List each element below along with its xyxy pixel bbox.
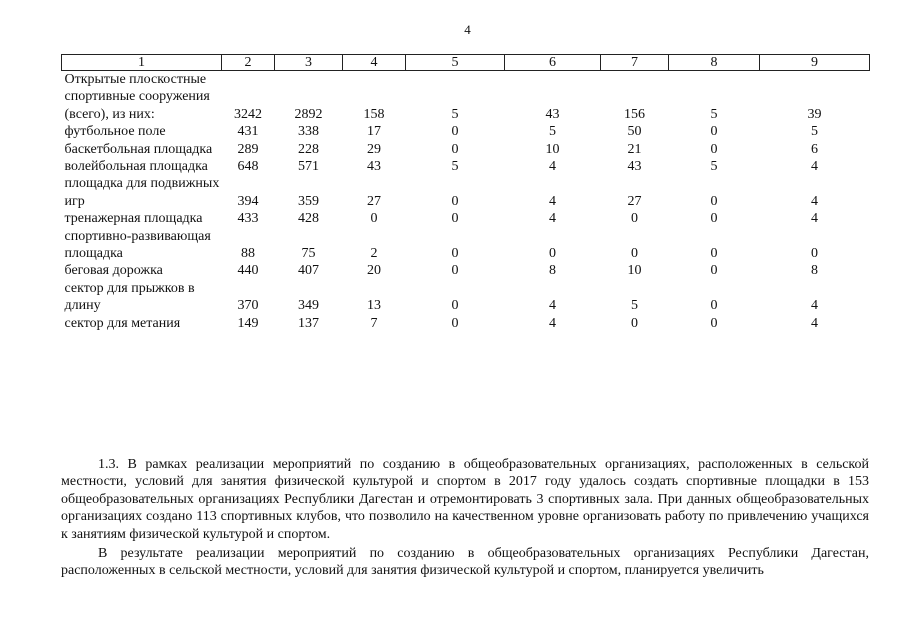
table-row <box>62 71 870 124</box>
column-header: 3 <box>275 55 343 71</box>
facility-name: волейбольная площадка <box>64 159 208 175</box>
facility-name: площадка для подвижных игр <box>64 176 220 209</box>
table-cell: 3242 <box>234 106 262 122</box>
column-header: 8 <box>669 55 760 71</box>
table-cell: 5 <box>710 106 718 122</box>
facility-name: спортивно-развивающая площадка <box>64 228 211 262</box>
table-cell: 88 <box>241 246 255 262</box>
facility-name: сектор для метания <box>64 315 181 331</box>
sports-facilities-table <box>61 54 870 332</box>
paragraph-text: 1.3. В рамках реализации мероприятий по созданию в общеобразовательных организациях, расположенных в сельской местности, условий для занятия физической культурой и спортом в 2017 году удалось создать спортивные площадки в 153 общеобразовательных организациях Республики Дагестан и отремонтировать 3 спортивных зала. При данных общеобразовательных организациях создано 113 спортивных клубов, что позволило на качественном уровне организовать работу по привлечению учащихся к занятиям физической культурой и спортом. <box>61 457 869 542</box>
table-cell: 228 <box>298 141 319 157</box>
table-cell: 149 <box>237 315 259 331</box>
table-cell: 571 <box>298 159 319 175</box>
table-cell: 440 <box>237 263 259 279</box>
table-cell: 648 <box>237 159 259 175</box>
table-cell: 0 <box>631 315 638 331</box>
table-cell: 433 <box>237 211 259 227</box>
table-cell: 10 <box>545 141 560 157</box>
column-header: 7 <box>601 55 669 71</box>
table-row <box>62 210 870 227</box>
table-cell: 4 <box>549 298 556 314</box>
table-cell: 428 <box>298 211 319 227</box>
table-cell: 4 <box>549 159 556 175</box>
table-cell: 0 <box>549 246 556 262</box>
table-cell: 4 <box>811 298 818 314</box>
table-cell: 0 <box>451 193 459 209</box>
table-cell: 2892 <box>294 106 323 122</box>
table-row <box>62 280 870 315</box>
facility-name: сектор для прыжков в длину <box>64 280 195 314</box>
table-cell: 0 <box>451 124 459 140</box>
table-body <box>62 71 870 333</box>
table-cell: 137 <box>298 315 319 331</box>
table-cell: 394 <box>237 193 259 209</box>
table-header-row <box>62 55 870 71</box>
table-cell: 5 <box>631 298 638 314</box>
table-cell: 156 <box>624 106 645 122</box>
paragraph-2 <box>61 545 869 580</box>
paragraph-text: В результате реализации мероприятий по созданию в общеобразовательных организациях Республики Дагестан, расположенных в сельской местности, условий для занятия физической культурой и спортом, планируется увеличить <box>61 546 869 579</box>
column-header: 1 <box>62 55 222 71</box>
table-row <box>62 228 870 263</box>
column-header: 9 <box>760 55 870 71</box>
table-cell: 29 <box>367 141 381 157</box>
table-cell: 0 <box>631 246 638 262</box>
facility-name: Открытые плоскостные спортивные сооружения (всего), из них: <box>64 72 210 122</box>
facility-name: баскетбольная площадка <box>64 141 213 157</box>
table-cell: 0 <box>710 298 718 314</box>
table-cell: 4 <box>811 193 818 209</box>
table-cell: 0 <box>451 298 459 314</box>
table-cell: 5 <box>451 159 459 175</box>
facility-name: футбольное поле <box>64 124 166 140</box>
table-cell: 27 <box>367 193 381 209</box>
column-header: 6 <box>505 55 601 71</box>
table-cell: 8 <box>811 263 818 279</box>
table-cell: 0 <box>811 246 818 262</box>
table-cell: 4 <box>811 159 818 175</box>
table-cell: 5 <box>811 124 818 140</box>
paragraph-1 <box>61 456 869 543</box>
table-row <box>62 262 870 279</box>
table-cell: 407 <box>298 263 319 279</box>
facility-name: беговая дорожка <box>64 263 163 279</box>
table-cell: 4 <box>811 211 818 227</box>
table-cell: 0 <box>631 211 638 227</box>
table-cell: 0 <box>710 263 718 279</box>
table-cell: 0 <box>710 315 718 331</box>
table-cell: 349 <box>298 298 319 314</box>
column-header: 4 <box>343 55 406 71</box>
table-cell: 289 <box>237 141 259 157</box>
table-row <box>62 315 870 332</box>
table-cell: 359 <box>298 193 319 209</box>
table-row <box>62 141 870 158</box>
table-cell: 43 <box>367 159 381 175</box>
table-cell: 0 <box>710 124 718 140</box>
table-cell: 4 <box>549 315 556 331</box>
table-cell: 20 <box>367 263 381 279</box>
table-cell: 0 <box>451 263 459 279</box>
facility-name: тренажерная площадка <box>64 211 203 227</box>
table-row <box>62 123 870 140</box>
table-cell: 0 <box>451 315 459 331</box>
table-cell: 5 <box>549 124 556 140</box>
table-cell: 27 <box>627 193 642 209</box>
column-header: 2 <box>222 55 275 71</box>
table-cell: 6 <box>811 141 818 157</box>
table-cell: 0 <box>451 141 459 157</box>
table-cell: 4 <box>549 211 556 227</box>
page-number: 4 <box>464 22 471 37</box>
table-cell: 10 <box>627 263 642 279</box>
table-cell: 43 <box>627 159 642 175</box>
table-cell: 21 <box>627 141 642 157</box>
table-cell: 39 <box>807 106 822 122</box>
table-cell: 43 <box>545 106 560 122</box>
table-cell: 0 <box>710 141 718 157</box>
table-row <box>62 175 870 210</box>
table-cell: 5 <box>710 159 718 175</box>
table-cell: 4 <box>811 315 818 331</box>
table-cell: 0 <box>451 246 459 262</box>
table-cell: 5 <box>451 106 459 122</box>
column-header: 5 <box>406 55 505 71</box>
table-cell: 370 <box>237 298 259 314</box>
table-cell: 0 <box>370 211 378 227</box>
table-cell: 7 <box>370 315 378 331</box>
table-row <box>62 158 870 175</box>
table-cell: 2 <box>370 246 378 262</box>
table-cell: 75 <box>301 246 316 262</box>
table-cell: 338 <box>298 124 319 140</box>
table-cell: 0 <box>710 246 718 262</box>
table-cell: 13 <box>367 298 381 314</box>
table-cell: 0 <box>710 193 718 209</box>
table-cell: 0 <box>451 211 459 227</box>
table-cell: 50 <box>627 124 642 140</box>
table-cell: 8 <box>549 263 556 279</box>
table-cell: 0 <box>710 211 718 227</box>
table-cell: 17 <box>367 124 381 140</box>
table-cell: 431 <box>237 124 259 140</box>
table-cell: 4 <box>549 193 556 209</box>
table-cell: 158 <box>363 106 385 122</box>
